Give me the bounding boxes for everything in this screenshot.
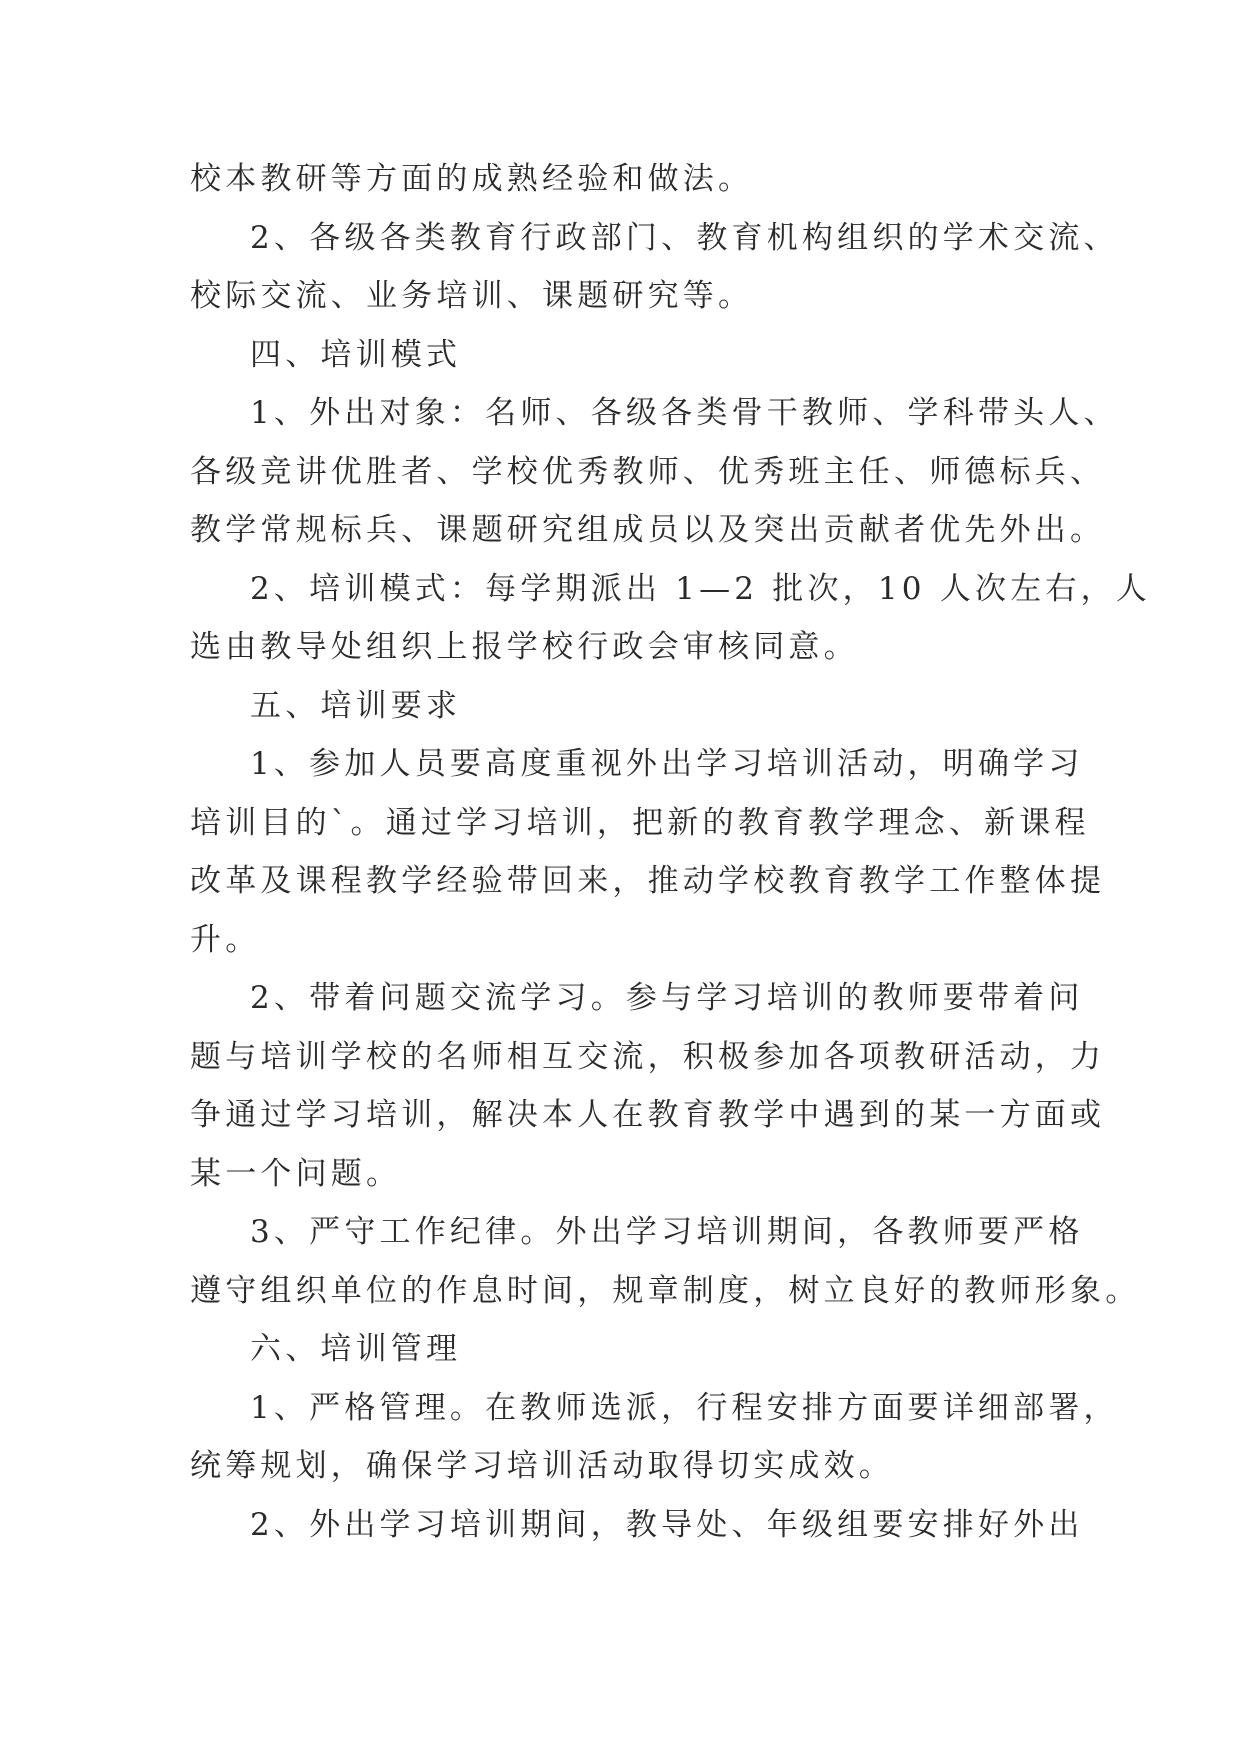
text-line: 校际交流、业务培训、课题研究等。 (190, 278, 754, 314)
text-line: 教学常规标兵、课题研究组成员以及突出贡献者优先外出。 (190, 512, 1106, 548)
text-line: 3、严守工作纪律。外出学习培训期间，各教师要严格 (250, 1214, 1084, 1250)
text-line: 选由教导处组织上报学校行政会审核同意。 (190, 629, 859, 665)
text-line: 遵守组织单位的作息时间，规章制度，树立良好的教师形象。 (190, 1272, 1141, 1309)
text-line: 2、带着问题交流学习。参与学习培训的教师要带着问 (250, 980, 1084, 1016)
text-line: 1、参加人员要高度重视外出学习培训活动，明确学习 (250, 746, 1084, 782)
section-heading: 四、培训模式 (250, 336, 462, 373)
section-heading: 五、培训要求 (250, 687, 462, 724)
section-heading: 六、培训管理 (250, 1331, 462, 1367)
text-line: 题与培训学校的名师相互交流，积极参加各项教研活动，力 (190, 1038, 1106, 1075)
text-line: 校本教研等方面的成熟经验和做法。 (190, 161, 754, 197)
text-line: 1、严格管理。在教师选派，行程安排方面要详细部署， (250, 1389, 1119, 1426)
text-line: 升。 (190, 921, 261, 958)
text-line: 各级竞讲优胜者、学校优秀教师、优秀班主任、师德标兵、 (190, 453, 1106, 490)
text-line: 某一个问题。 (190, 1155, 402, 1192)
text-line: 争通过学习培训，解决本人在教育教学中遇到的某一方面或 (190, 1097, 1106, 1133)
text-line: 统筹规划，确保学习培训活动取得切实成效。 (190, 1448, 894, 1484)
text-line: 2、外出学习培训期间，教导处、年级组要安排好外出 (250, 1506, 1084, 1543)
document-body (190, 150, 1151, 1554)
text-line: 1、外出对象：名师、各级各类骨干教师、学科带头人、 (250, 395, 1119, 431)
text-line: 改革及课程教学经验带回来，推动学校教育教学工作整体提 (190, 863, 1106, 899)
text-line: 培训目的`。通过学习培训，把新的教育教学理念、新课程 (190, 804, 1090, 841)
text-line: 2、培训模式：每学期派出 1—2 批次，10 人次左右，人 (250, 570, 1151, 607)
text-line: 2、各级各类教育行政部门、教育机构组织的学术交流、 (250, 219, 1119, 256)
